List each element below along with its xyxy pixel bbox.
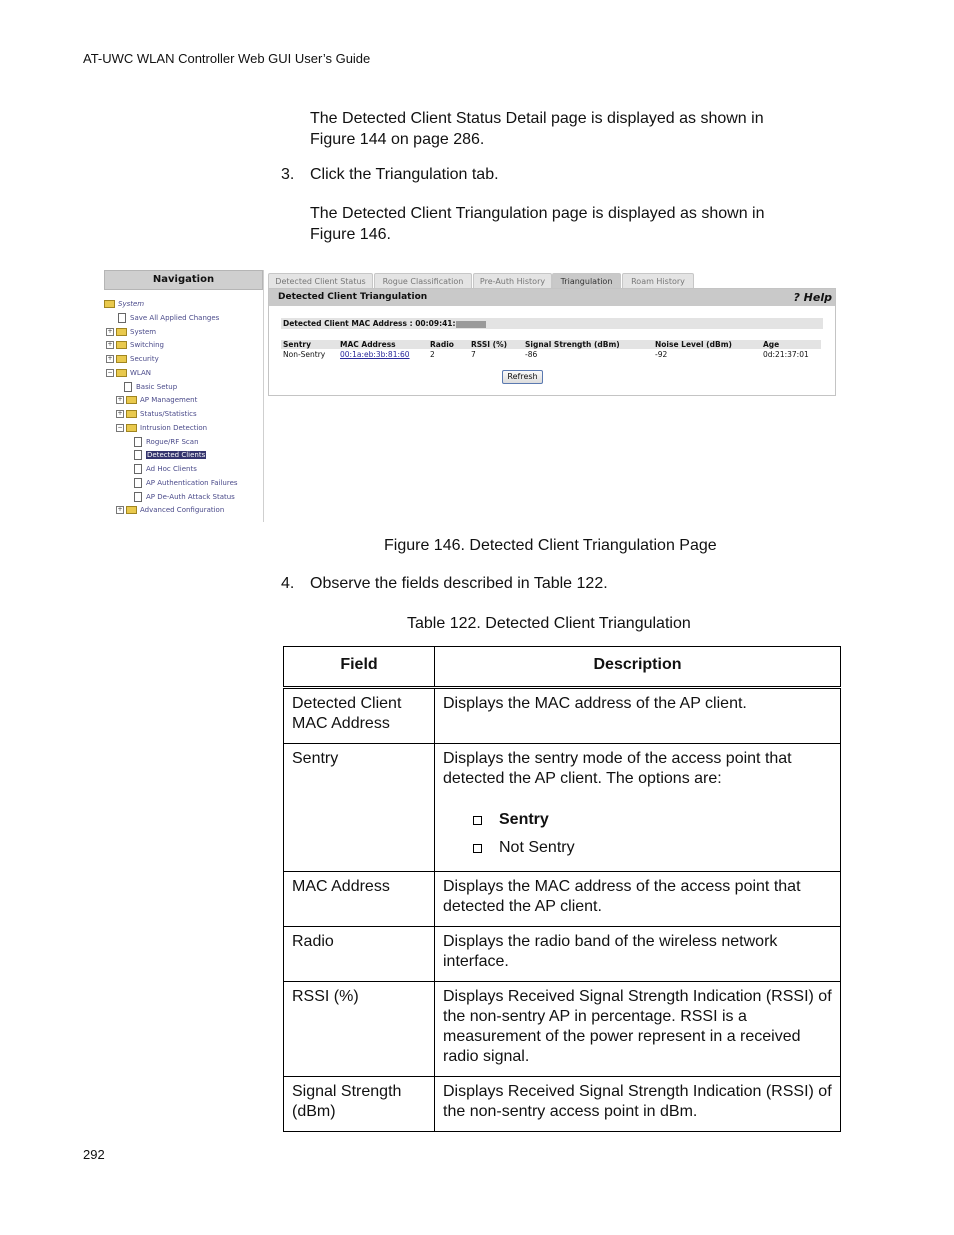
- tab-roam-history[interactable]: Roam History: [622, 273, 694, 289]
- tree-item-ap-auth-failures[interactable]: AP Authentication Failures: [134, 477, 238, 489]
- page-icon: [118, 313, 126, 323]
- page-icon: [134, 437, 142, 447]
- tree-item-status-statistics[interactable]: + Status/Statistics: [117, 410, 197, 418]
- folder-icon: [104, 300, 115, 308]
- description-cell: Displays the radio band of the wireless network interface.: [435, 927, 841, 982]
- cell-sentry: Non-Sentry: [283, 350, 326, 359]
- col-header-rssi: RSSI (%): [471, 340, 508, 349]
- page-icon: [124, 382, 132, 392]
- table-caption: Table 122. Detected Client Triangulation: [407, 615, 691, 632]
- cell-mac-link[interactable]: 00:1a:eb:3b:81:60: [340, 350, 410, 359]
- page-icon: [134, 450, 142, 460]
- help-link[interactable]: ? Help: [793, 291, 832, 304]
- tree-item-system[interactable]: + System: [107, 328, 157, 336]
- options-list: [443, 806, 832, 862]
- panel-title: Detected Client Triangulation: [278, 292, 428, 302]
- tree-item-system-root[interactable]: System: [104, 298, 144, 310]
- expand-icon: +: [117, 506, 123, 513]
- field-cell: Signal Strength (dBm): [284, 1077, 435, 1132]
- cell-noise: -92: [655, 350, 668, 359]
- tree-item-switching[interactable]: + Switching: [107, 341, 164, 349]
- cell-radio: 2: [430, 350, 435, 359]
- tree-item-wlan[interactable]: − WLAN: [107, 369, 152, 377]
- step-text: Observe the fields described in Table 122.: [310, 575, 608, 592]
- fields-table: [283, 646, 841, 1132]
- tree-item-basic-setup[interactable]: Basic Setup: [124, 381, 177, 393]
- cell-age: 0d:21:37:01: [763, 350, 809, 359]
- folder-icon: [126, 506, 137, 514]
- col-header-age: Age: [763, 340, 780, 349]
- figure-caption: Figure 146. Detected Client Triangulation Page: [384, 537, 717, 554]
- page-icon: [134, 478, 142, 488]
- table-row: [284, 1077, 841, 1132]
- tree-item-ap-management[interactable]: + AP Management: [117, 396, 198, 404]
- expand-icon: +: [117, 396, 123, 403]
- header-field: Field: [284, 647, 435, 688]
- panel-title-bar: [269, 289, 835, 306]
- table-header-row: [284, 647, 841, 688]
- description-cell: Displays Received Signal Strength Indication (RSSI) of the non-sentry access point in dBm.: [435, 1077, 841, 1132]
- field-cell: Detected Client MAC Address: [284, 688, 435, 744]
- expand-icon: +: [107, 341, 113, 348]
- result-paragraph: The Detected Client Triangulation page is displayed as shown in Figure 146.: [310, 205, 765, 243]
- folder-icon: [116, 369, 127, 377]
- redacted-mac-block: [456, 321, 486, 328]
- tree-item-security[interactable]: + Security: [107, 355, 159, 363]
- description-cell: Displays the MAC address of the AP client.: [435, 688, 841, 744]
- collapse-icon: −: [117, 424, 123, 431]
- tab-triangulation[interactable]: Triangulation: [552, 273, 621, 289]
- folder-icon: [116, 341, 127, 349]
- table-row: [284, 744, 841, 872]
- client-mac-bar: [281, 318, 823, 329]
- expand-icon: +: [107, 355, 113, 362]
- tree-item-advanced-configuration[interactable]: + Advanced Configuration: [117, 506, 225, 514]
- field-cell: RSSI (%): [284, 982, 435, 1077]
- option-item: Sentry: [443, 806, 832, 834]
- cell-signal: -86: [525, 350, 538, 359]
- field-cell: Radio: [284, 927, 435, 982]
- page-number: 292: [83, 1147, 105, 1162]
- tree-item-rogue-rf-scan[interactable]: Rogue/RF Scan: [134, 436, 199, 448]
- navigation-panel: [104, 270, 264, 522]
- step-number: 4.: [281, 575, 295, 592]
- description-cell: Displays Received Signal Strength Indication (RSSI) of the non-sentry AP in percentage. RSSI is a measurement of the power represent in a received radio signal.: [435, 982, 841, 1077]
- table-row: [284, 982, 841, 1077]
- tree-item-save-all[interactable]: Save All Applied Changes: [118, 312, 219, 324]
- expand-icon: +: [117, 410, 123, 417]
- table-row: [284, 688, 841, 744]
- folder-icon: [126, 424, 137, 432]
- triangulation-panel: [268, 288, 836, 396]
- tree-item-detected-clients[interactable]: Detected Clients: [134, 449, 206, 461]
- running-header: AT-UWC WLAN Controller Web GUI User’s Guide: [83, 51, 371, 66]
- cell-rssi: 7: [471, 350, 476, 359]
- tree-item-ad-hoc-clients[interactable]: Ad Hoc Clients: [134, 463, 197, 475]
- tab-detected-client-status[interactable]: Detected Client Status: [268, 273, 373, 289]
- tab-pre-auth-history[interactable]: Pre-Auth History: [473, 273, 552, 289]
- collapse-icon: −: [107, 369, 113, 376]
- expand-icon: +: [107, 328, 113, 335]
- description-cell: Displays the MAC address of the access point that detected the AP client.: [435, 872, 841, 927]
- content-panel: [268, 270, 836, 396]
- col-header-noise: Noise Level (dBm): [655, 340, 732, 349]
- intro-paragraph: The Detected Client Status Detail page is displayed as shown in Figure 144 on page 286.: [310, 110, 764, 148]
- col-header-radio: Radio: [430, 340, 454, 349]
- client-mac-label: Detected Client MAC Address : 00:09:41:: [283, 319, 456, 328]
- folder-icon: [116, 328, 127, 336]
- checkbox-bullet-icon: [473, 844, 482, 853]
- option-item: Not Sentry: [443, 834, 832, 862]
- page-icon: [134, 492, 142, 502]
- refresh-button[interactable]: Refresh: [502, 370, 543, 384]
- field-cell: MAC Address: [284, 872, 435, 927]
- field-cell: Sentry: [284, 744, 435, 872]
- tree-item-ap-deauth-status[interactable]: AP De-Auth Attack Status: [134, 491, 235, 503]
- header-description: Description: [435, 647, 841, 688]
- table-row: [284, 927, 841, 982]
- figure-screenshot: [104, 270, 836, 522]
- page-icon: [134, 464, 142, 474]
- step-text: Click the Triangulation tab.: [310, 166, 499, 183]
- checkbox-bullet-icon: [473, 816, 482, 825]
- step-number: 3.: [281, 166, 295, 183]
- tree-item-intrusion-detection[interactable]: − Intrusion Detection: [117, 424, 208, 432]
- navigation-title: Navigation: [104, 270, 263, 290]
- col-header-sentry: Sentry: [283, 340, 312, 349]
- description-cell: [435, 744, 841, 872]
- folder-icon: [126, 396, 137, 404]
- description-text: Displays the sentry mode of the access point that detected the AP client. The options are:: [443, 750, 792, 787]
- tab-rogue-classification[interactable]: Rogue Classification: [374, 273, 472, 289]
- table-row: [284, 872, 841, 927]
- folder-icon: [116, 355, 127, 363]
- col-header-signal: Signal Strength (dBm): [525, 340, 620, 349]
- col-header-mac: MAC Address: [340, 340, 396, 349]
- folder-icon: [126, 410, 137, 418]
